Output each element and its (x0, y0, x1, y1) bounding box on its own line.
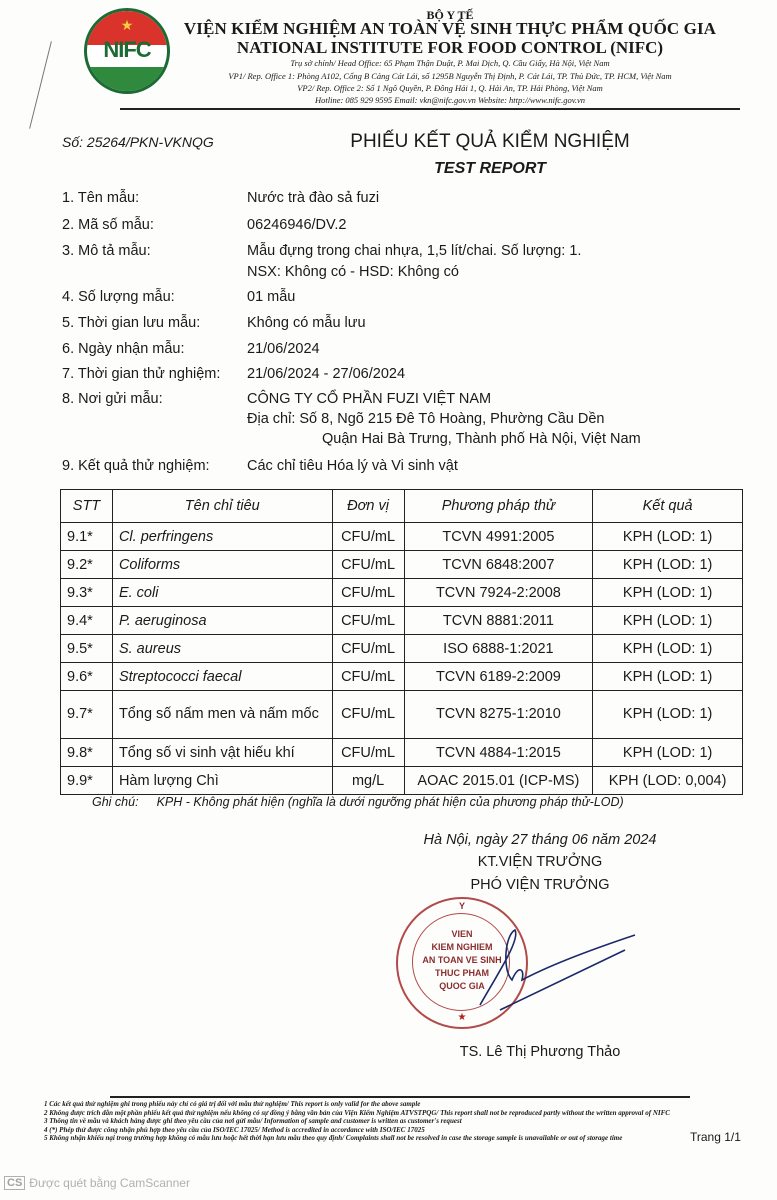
table-header-row (61, 490, 743, 523)
row-unit: CFU/mL (332, 691, 404, 739)
note-text: KPH - Không phát hiện (nghĩa là dưới ngưỡng phát hiện của phương pháp thử-LOD) (156, 795, 624, 809)
row-stt: 9.1* (61, 523, 113, 551)
received-date: 21/06/2024 (247, 341, 320, 357)
contact-line: Hotline: 085 929 9595 Email: vkn@nifc.gov.vn Website: http://www.nifc.gov.vn (314, 95, 585, 105)
row-method: TCVN 7924-2:2008 (404, 579, 593, 607)
signer-title-2: PHÓ VIỆN TRƯỞNG (470, 877, 610, 893)
table-row (61, 767, 743, 795)
sample-description-dates: NSX: Không có - HSD: Không có (247, 264, 459, 280)
sample-code: 06246946/DV.2 (247, 217, 347, 233)
report-subtitle: TEST REPORT (434, 160, 546, 177)
column-header-result: Kết quả (593, 490, 743, 523)
row-stt: 9.3* (61, 579, 113, 607)
row-parameter: Tổng số nấm men và nấm mốc (112, 691, 332, 739)
row-method: TCVN 6848:2007 (404, 551, 593, 579)
table-row (61, 739, 743, 767)
sender-company: CÔNG TY CỔ PHẦN FUZI VIỆT NAM (247, 391, 492, 407)
sample-name: Nước trà đào sả fuzi (247, 190, 380, 206)
footer-notes (44, 1100, 704, 1143)
official-stamp: Y VIEN KIEM NGHIEM AN TOAN VE SINH THUC PHAM QUOC GIA ★ (396, 897, 528, 1029)
row-stt: 9.2* (61, 551, 113, 579)
info-label: 8. Nơi gửi mẫu: (62, 391, 163, 407)
row-method: TCVN 8275-1:2010 (404, 691, 593, 739)
row-parameter: Coliforms (112, 551, 332, 579)
footer-note: 2 Không được trích dẫn một phần phiếu kết quả thử nghiệm nếu không có sự đồng ý bằng văn bản của Viện Kiểm Nghiệm ATVSTPQG/ This report shall not be reproduced partly without the written approval of NIFC (44, 1108, 670, 1117)
column-header-method: Phương pháp thử (404, 490, 593, 523)
row-unit: CFU/mL (332, 579, 404, 607)
footer-note: 1 Các kết quả thử nghiệm ghi trong phiếu này chỉ có giá trị đối với mẫu thử nghiệm/ This report is only valid for the above sample (44, 1100, 421, 1108)
stamp-star-icon: ★ (457, 1012, 467, 1023)
ministry-name: BỘ Y TẾ (426, 8, 474, 22)
row-result: KPH (LOD: 1) (593, 579, 743, 607)
row-result: KPH (LOD: 1) (593, 739, 743, 767)
note-label: Ghi chú: (92, 795, 139, 809)
head-office-address: Trụ sở chính/ Head Office: 65 Phạm Thận Duật, P. Mai Dịch, Q. Cầu Giấy, Hà Nội, Việt Nam (290, 58, 610, 68)
row-result: KPH (LOD: 1) (593, 523, 743, 551)
row-method: TCVN 4991:2005 (404, 523, 593, 551)
institute-name-en: NATIONAL INSTITUTE FOR FOOD CONTROL (NIFC) (236, 38, 664, 57)
row-stt: 9.8* (61, 739, 113, 767)
info-label: 6. Ngày nhận mẫu: (62, 341, 185, 357)
row-stt: 9.6* (61, 663, 113, 691)
column-header-unit: Đơn vị (332, 490, 404, 523)
header-divider (120, 108, 740, 110)
row-parameter: E. coli (112, 579, 332, 607)
row-stt: 9.7* (61, 691, 113, 739)
signature-date: Hà Nội, ngày 27 tháng 06 năm 2024 (423, 832, 657, 848)
table-row (61, 579, 743, 607)
row-stt: 9.9* (61, 767, 113, 795)
test-result-category: Các chỉ tiêu Hóa lý và Vi sinh vật (247, 458, 458, 474)
camscanner-text: Được quét bằng CamScanner (29, 1176, 190, 1190)
table-row (61, 523, 743, 551)
signer-title-1: KT.VIỆN TRƯỞNG (477, 854, 603, 870)
row-result: KPH (LOD: 1) (593, 551, 743, 579)
sample-description: Mẫu đựng trong chai nhựa, 1,5 lít/chai. Số lượng: 1. (247, 243, 582, 259)
camscanner-icon: CS (4, 1176, 25, 1190)
info-label: 2. Mã số mẫu: (62, 217, 154, 233)
sample-quantity: 01 mẫu (247, 289, 296, 305)
row-unit: CFU/mL (332, 635, 404, 663)
info-label: 1. Tên mẫu: (62, 190, 140, 206)
camscanner-watermark (4, 1176, 190, 1190)
logo-text: NIFC (103, 37, 151, 62)
table-row (61, 635, 743, 663)
row-parameter: S. aureus (112, 635, 332, 663)
table-row (61, 551, 743, 579)
report-title: PHIẾU KẾT QUẢ KIỂM NGHIỆM (350, 131, 630, 152)
table-row (61, 691, 743, 739)
row-result: KPH (LOD: 1) (593, 635, 743, 663)
sender-address-line2: Quận Hai Bà Trưng, Thành phố Hà Nội, Việt Nam (322, 431, 641, 447)
info-label: 5. Thời gian lưu mẫu: (62, 315, 201, 331)
info-label: 7. Thời gian thử nghiệm: (62, 366, 221, 382)
footer-note: 4 (*) Phép thử được công nhận phù hợp theo yêu cầu của ISO/IEC 17025/ Method is accredited in accordance with ISO/IEC 17025 (44, 1125, 425, 1134)
row-result: KPH (LOD: 0,004) (593, 767, 743, 795)
row-stt: 9.5* (61, 635, 113, 663)
row-method: ISO 6888-1:2021 (404, 635, 593, 663)
row-unit: mg/L (332, 767, 404, 795)
row-parameter: Hàm lượng Chì (112, 767, 332, 795)
row-method: TCVN 4884-1:2015 (404, 739, 593, 767)
table-row (61, 663, 743, 691)
sender-address-line1: Địa chỉ: Số 8, Ngõ 215 Đê Tô Hoàng, Phường Cầu Dền (247, 411, 605, 427)
row-parameter: Cl. perfringens (112, 523, 332, 551)
row-method: TCVN 8881:2011 (404, 607, 593, 635)
column-header-parameter: Tên chỉ tiêu (112, 490, 332, 523)
row-method: TCVN 6189-2:2009 (404, 663, 593, 691)
rep-office-1-address: VP1/ Rep. Office 1: Phòng A102, Cổng B Cảng Cát Lái, số 1295B Nguyễn Thị Định, P. Cát Lái, TP. Thủ Đức, TP. HCM, Việt Nam (228, 71, 672, 81)
row-unit: CFU/mL (332, 739, 404, 767)
row-unit: CFU/mL (332, 663, 404, 691)
test-period: 21/06/2024 - 27/06/2024 (247, 366, 406, 382)
star-icon: ★ (120, 17, 134, 33)
rep-office-2-address: VP2/ Rep. Office 2: Số 1 Ngô Quyền, P. Đông Hải 1, Q. Hải An, TP. Hải Phòng, Việt Nam (297, 83, 603, 93)
info-label: 4. Số lượng mẫu: (62, 289, 175, 305)
row-result: KPH (LOD: 1) (593, 663, 743, 691)
institute-name-vn: VIỆN KIỂM NGHIỆM AN TOÀN VỆ SINH THỰC PHẨM QUỐC GIA (183, 19, 717, 38)
footer-divider (110, 1096, 690, 1098)
row-parameter: Streptococci faecal (112, 663, 332, 691)
row-parameter: Tổng số vi sinh vật hiếu khí (112, 739, 332, 767)
row-parameter: P. aeruginosa (112, 607, 332, 635)
sample-storage-time: Không có mẫu lưu (247, 315, 366, 331)
page-number: Trang 1/1 (690, 1130, 741, 1144)
row-unit: CFU/mL (332, 523, 404, 551)
results-table (60, 489, 743, 795)
table-note (92, 795, 624, 809)
info-label: 3. Mô tả mẫu: (62, 243, 151, 259)
table-row (61, 607, 743, 635)
row-stt: 9.4* (61, 607, 113, 635)
row-result: KPH (LOD: 1) (593, 691, 743, 739)
footer-note: 3 Thông tin về mẫu và khách hàng được ghi theo yêu cầu của nơi gửi mẫu/ Information of sample and customer is written as customer's request (44, 1117, 462, 1126)
handwritten-signature (440, 910, 640, 1020)
scan-edge-mark (29, 41, 52, 129)
column-header-stt: STT (61, 490, 113, 523)
report-number: Số: 25264/PKN-VKNQG (62, 134, 214, 150)
footer-note: 5 Không nhận khiếu nại trong trường hợp không có mẫu lưu hoặc hết thời hạn lưu mẫu theo quy định/ Complaints shall not be resolved in case the storage sample is unavailable or out of storage time (44, 1134, 623, 1143)
row-result: KPH (LOD: 1) (593, 607, 743, 635)
row-unit: CFU/mL (332, 607, 404, 635)
nifc-logo (84, 8, 170, 94)
info-label: 9. Kết quả thử nghiệm: (62, 458, 210, 474)
row-method: AOAC 2015.01 (ICP-MS) (404, 767, 593, 795)
signer-name: TS. Lê Thị Phương Thảo (459, 1044, 621, 1060)
row-unit: CFU/mL (332, 551, 404, 579)
